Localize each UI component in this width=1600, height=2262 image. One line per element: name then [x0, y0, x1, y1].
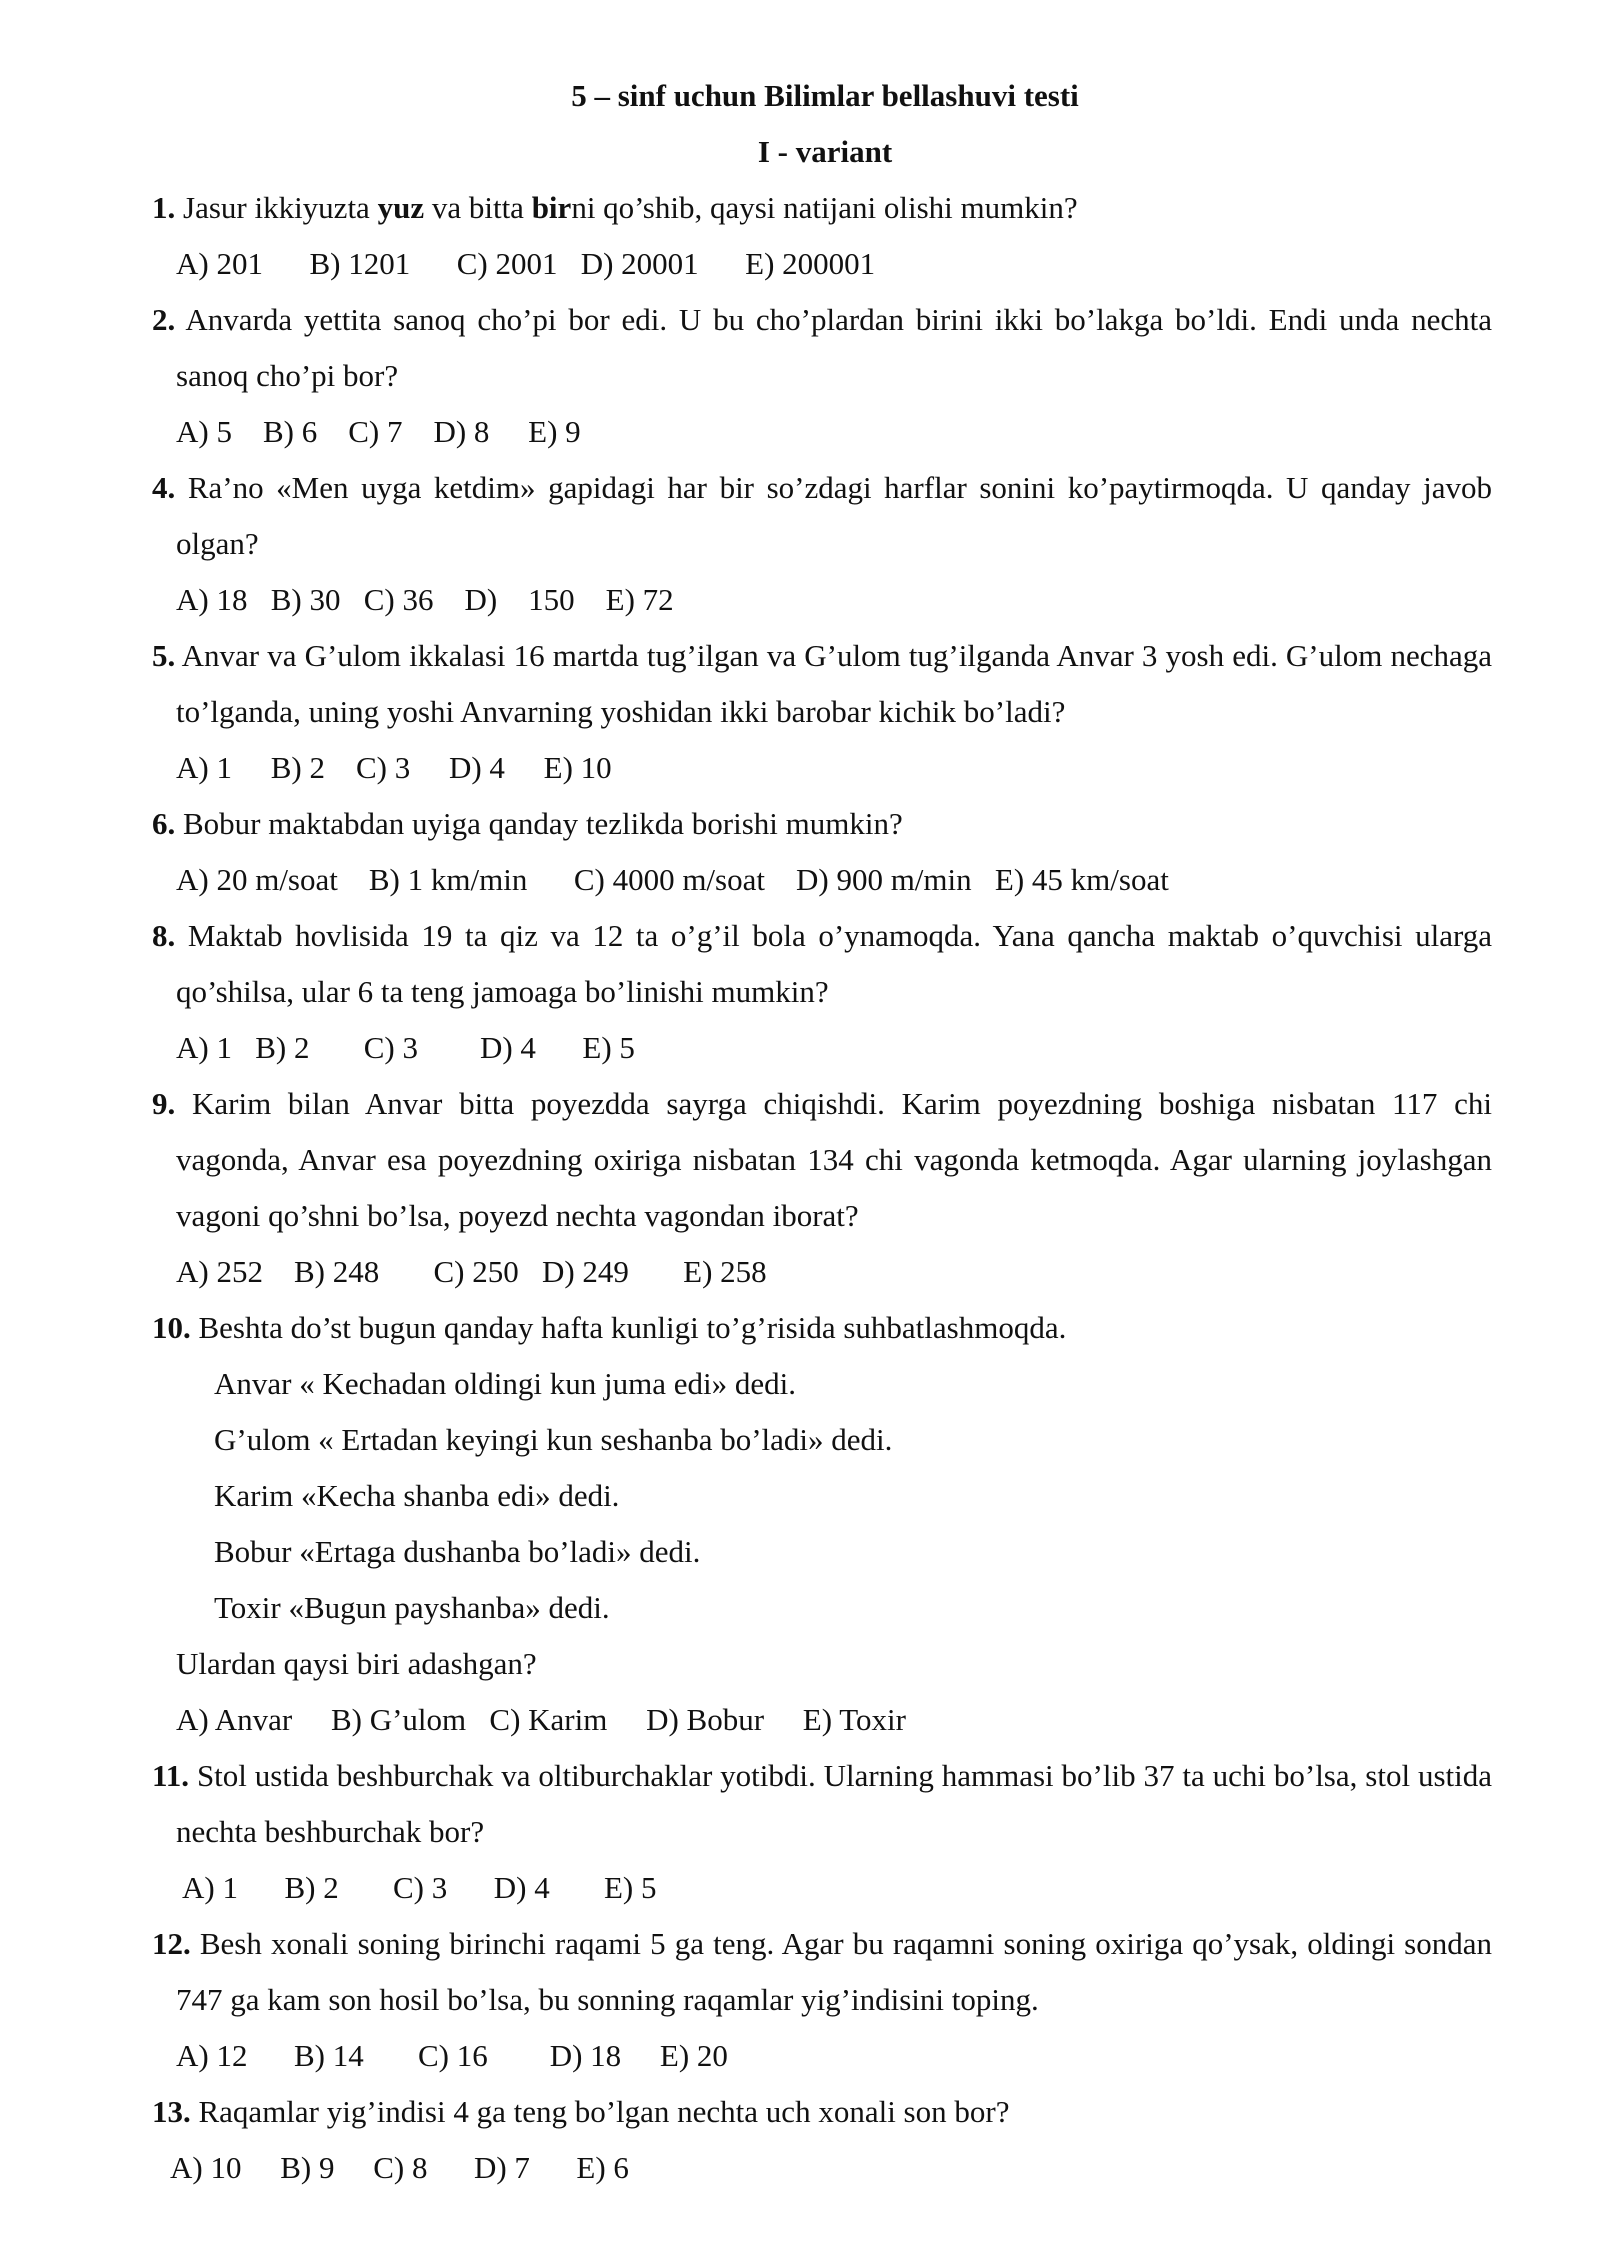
question-8: [152, 908, 1492, 1076]
statement-gulom: G’ulom « Ertadan keyingi kun seshanba bo’ladi» dedi.: [214, 1422, 893, 1457]
question-10: [152, 1300, 1492, 1748]
question-text: [152, 1076, 1492, 1244]
question-number: 10.: [152, 1310, 191, 1345]
answer-options: A) 5 B) 6 C) 7 D) 8 E) 9: [176, 414, 581, 449]
question-text: [152, 628, 1492, 740]
answer-options: A) 1 B) 2 C) 3 D) 4 E) 10: [176, 750, 612, 785]
answer-options: A) 12 B) 14 C) 16 D) 18 E) 20: [176, 2038, 728, 2073]
question-number: 5.: [152, 638, 176, 673]
bold-word: bir: [531, 190, 572, 225]
statement-anvar: Anvar « Kechadan oldingi kun juma edi» dedi.: [214, 1366, 796, 1401]
question-5: [152, 628, 1492, 796]
question-text: [152, 2084, 1492, 2140]
question-12: [152, 1916, 1492, 2084]
question-body: Stol ustida beshburchak va oltiburchaklar yotibdi. Ularning hammasi bo’lib 37 ta uchi bo’lsa, stol ustida nechta beshburchak bor?: [176, 1758, 1492, 1849]
statement-karim: Karim «Kecha shanba edi» dedi.: [214, 1478, 620, 1513]
question-body: Maktab hovlisida 19 ta qiz va 12 ta o’g’il bola o’ynamoqda. Yana qancha maktab o’quvchisi ularga qo’shilsa, ular 6 ta teng jamoaga bo’linishi mumkin?: [176, 918, 1493, 1009]
bold-word: yuz: [377, 190, 425, 225]
question-body: Anvar va G’ulom ikkalasi 16 martda tug’ilgan va G’ulom tug’ilganda Anvar 3 yosh edi. G’ulom nechaga to’lganda, uning yoshi Anvarning yoshidan ikki barobar kichik bo’ladi?: [176, 638, 1492, 729]
answer-options: A) 1 B) 2 C) 3 D) 4 E) 5: [176, 1030, 635, 1065]
question-number: 6.: [152, 806, 176, 841]
question-body: Anvarda yettita sanoq cho’pi bor edi. U bu cho’plardan birini ikki bo’lakga bo’ldi. Endi unda nechta sanoq cho’pi bor?: [176, 302, 1492, 393]
answer-options: A) 252 B) 248 C) 250 D) 249 E) 258: [176, 1254, 767, 1289]
question-number: 9.: [152, 1086, 176, 1121]
question-text: [152, 460, 1492, 572]
question-number: 8.: [152, 918, 176, 953]
question-text: [152, 1748, 1492, 1860]
question-number: 13.: [152, 2094, 191, 2129]
question-text: [152, 796, 1492, 852]
answer-options: A) 20 m/soat B) 1 km/min C) 4000 m/soat D) 900 m/min E) 45 km/soat: [176, 862, 1169, 897]
statement-toxir: Toxir «Bugun payshanba» dedi.: [214, 1590, 610, 1625]
question-4: [152, 460, 1492, 628]
answer-options: A) 10 B) 9 C) 8 D) 7 E) 6: [170, 2150, 629, 2185]
question-13: [152, 2084, 1492, 2196]
question-text: [152, 1300, 1492, 1356]
sub-question: Ulardan qaysi biri adashgan?: [176, 1646, 537, 1681]
question-text: [152, 908, 1492, 1020]
question-number: 11.: [152, 1758, 190, 1793]
question-body: Beshta do’st bugun qanday hafta kunligi to’g’risida suhbatlashmoqda.: [198, 1310, 1067, 1345]
question-body: Besh xonali soning birinchi raqami 5 ga teng. Agar bu raqamni soning oxiriga qo’ysak, oldingi sondan 747 ga kam son hosil bo’lsa, bu sonning raqamlar yig’indisini toping.: [176, 1926, 1493, 2017]
question-number: 1.: [152, 190, 176, 225]
question-number: 12.: [152, 1926, 191, 1961]
question-6: [152, 796, 1492, 908]
text-fragment: ni qo’shib, qaysi natijani olishi mumkin?: [571, 190, 1078, 225]
question-body: Raqamlar yig’indisi 4 ga teng bo’lgan nechta uch xonali son bor?: [198, 2094, 1010, 2129]
answer-options: A) 18 B) 30 C) 36 D) 150 E) 72: [176, 582, 674, 617]
question-body: Ra’no «Men uyga ketdim» gapidagi har bir so’zdagi harflar sonini ko’paytirmoqda. U qanday javob olgan?: [176, 470, 1492, 561]
answer-options: A) 201 B) 1201 C) 2001 D) 20001 E) 200001: [176, 246, 876, 281]
question-body: Bobur maktabdan uyiga qanday tezlikda borishi mumkin?: [183, 806, 903, 841]
variant-title: I - variant: [757, 134, 893, 169]
statement-bobur: Bobur «Ertaga dushanba bo’ladi» dedi.: [214, 1534, 701, 1569]
page-title: 5 – sinf uchun Bilimlar bellashuvi testi: [571, 78, 1079, 113]
question-2: [152, 292, 1492, 460]
answer-options: A) 1 B) 2 C) 3 D) 4 E) 5: [176, 1870, 657, 1905]
text-fragment: va bitta: [424, 190, 532, 225]
answer-options: A) Anvar B) G’ulom C) Karim D) Bobur E) Toxir: [176, 1702, 906, 1737]
question-9: [152, 1076, 1492, 1300]
question-body: Karim bilan Anvar bitta poyezdda sayrga chiqishdi. Karim poyezdning boshiga nisbatan 117 chi vagonda, Anvar esa poyezdning oxiriga nisbatan 134 chi vagonda ketmoqda. Agar ularning joylashgan vagoni qo’shni bo’lsa, poyezd nechta vagondan iborat?: [176, 1086, 1493, 1233]
question-1: [152, 180, 1492, 292]
text-fragment: Jasur ikkiyuzta: [183, 190, 378, 225]
question-number: 4.: [152, 470, 176, 505]
question-number: 2.: [152, 302, 176, 337]
question-text: [152, 180, 1492, 236]
question-11: [152, 1748, 1492, 1916]
question-text: [152, 292, 1492, 404]
question-text: [152, 1916, 1492, 2028]
